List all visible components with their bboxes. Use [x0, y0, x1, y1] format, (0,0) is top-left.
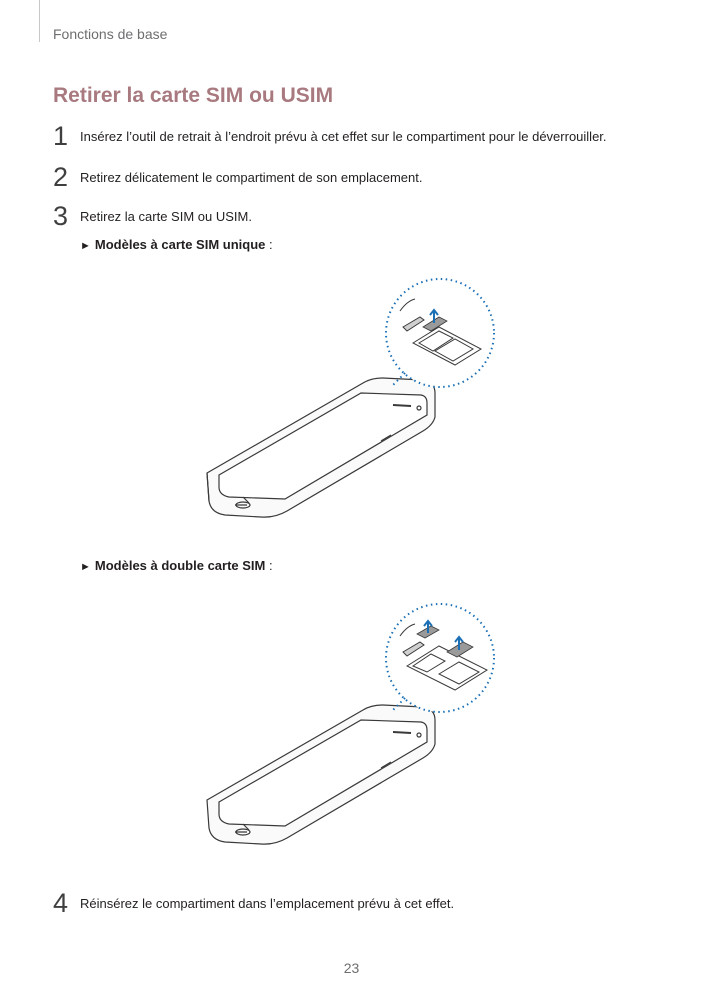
step-text: Retirez la carte SIM ou USIM.: [80, 209, 252, 224]
single-sim-label: Modèles à carte SIM unique: [94, 237, 266, 252]
single-sim-suffix: :: [265, 237, 273, 252]
single-sim-illustration: [195, 265, 505, 535]
step-number: 1: [53, 121, 69, 151]
step-number: 3: [53, 201, 69, 231]
step-3: [53, 201, 673, 231]
step-text: Réinsérez le compartiment dans l’emplacement prévu à cet effet.: [80, 896, 455, 911]
step-number: 2: [53, 162, 69, 192]
bullet-arrow-icon: ►: [80, 240, 91, 252]
single-sim-caption: [80, 237, 273, 252]
section-title: Retirer la carte SIM ou USIM: [53, 84, 334, 107]
phone-illustration: [207, 378, 435, 517]
header-rule: [39, 0, 40, 42]
dual-sim-label: Modèles à double carte SIM: [94, 558, 266, 573]
dual-sim-suffix: :: [265, 558, 273, 573]
dual-sim-illustration: [195, 590, 505, 870]
header-title: Fonctions de base: [53, 26, 168, 42]
step-2: [53, 162, 673, 192]
page-number: 23: [343, 960, 360, 976]
step-number: 4: [53, 888, 69, 918]
step-4: [53, 888, 673, 918]
bullet-arrow-icon: ►: [80, 561, 91, 573]
dual-sim-caption: [80, 558, 273, 573]
phone-illustration: [207, 705, 435, 844]
step-text: Insérez l’outil de retrait à l’endroit prévu à cet effet sur le compartiment pour le déverrouiller.: [80, 129, 607, 144]
step-text: Retirez délicatement le compartiment de son emplacement.: [80, 170, 423, 185]
step-1: [53, 121, 673, 151]
